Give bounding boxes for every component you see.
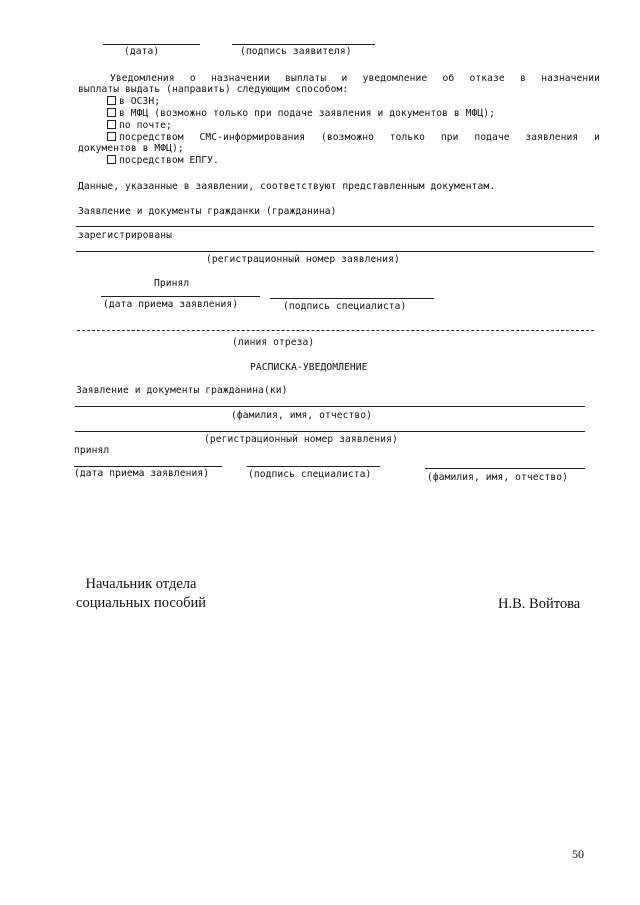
option-mail [107,120,172,131]
reg-number-line [76,251,594,252]
notify-line2: выплаты выдать (направить) следующим способом: [78,84,349,95]
checkbox-icon[interactable] [107,108,116,117]
option-label: в МФЦ (возможно только при подаче заявления и документов в МФЦ); [119,108,496,119]
position-line2: социальных пособий [76,595,206,611]
accept-date-line [101,296,260,297]
position-title [74,575,208,613]
checkbox-icon[interactable] [107,120,116,129]
receipt-specialist-caption: (подпись специалиста) [248,469,372,480]
page-number: 50 [572,847,584,861]
option-sms-continuation: документов в МФЦ); [78,143,184,154]
signature-line [232,44,375,45]
registration-intro: Заявление и документы гражданки (гражданина) [78,206,337,217]
option-oszn [107,96,160,107]
cut-line [77,330,594,331]
receipt-fio2-caption: (фамилия, имя, отчество) [427,472,569,483]
notify-line1: Уведомления о назначении выплаты и уведомление об отказе в назначении [110,73,600,84]
receipt-date-line [74,466,222,467]
receipt-title: РАСПИСКА-УВЕДОМЛЕНИЕ [250,362,368,373]
receipt-fio-caption: (фамилия, имя, отчество) [231,410,373,421]
option-label: посредством ЕПГУ. [119,155,219,166]
checkbox-icon[interactable] [107,155,116,164]
cut-caption: (линия отреза) [232,337,315,348]
signature-caption: (подпись заявителя) [240,46,352,57]
reg-number-caption: (регистрационный номер заявления) [206,254,400,265]
receipt-intro: Заявление и документы гражданина(ки) [76,385,288,396]
option-label: по почте; [119,120,172,131]
option-label: в ОСЗН; [119,96,161,107]
specialist-sign-line [270,298,434,299]
position-line1: Начальник отдела [85,576,197,592]
receipt-date-caption: (дата приема заявления) [74,468,210,479]
receipt-reg-line [75,431,585,432]
date-caption: (дата) [124,46,160,57]
option-sms [107,132,600,143]
data-note: Данные, указанные в заявлении, соответствуют представленным документам. [78,181,496,192]
accept-date-caption: (дата приема заявления) [103,299,239,310]
receipt-reg-caption: (регистрационный номер заявления) [204,434,398,445]
signatory-name: Н.В. Войтова [498,596,581,612]
option-label: посредством СМС-информирования (возможно только при подаче заявления и [119,132,600,143]
specialist-sign-caption: (подпись специалиста) [283,301,407,312]
receipt-accepted-label: принял [74,445,110,456]
receipt-fio2-line [425,468,585,469]
date-line [103,44,200,45]
registered-label: зарегистрированы [78,230,173,241]
option-mfc [107,108,495,119]
receipt-specialist-line [247,466,380,467]
checkbox-icon[interactable] [107,96,116,105]
option-epgu [107,155,219,166]
receipt-fio-line [75,406,585,407]
applicant-name-line [76,226,594,227]
accepted-label: Принял [154,278,190,289]
checkbox-icon[interactable] [107,132,116,141]
